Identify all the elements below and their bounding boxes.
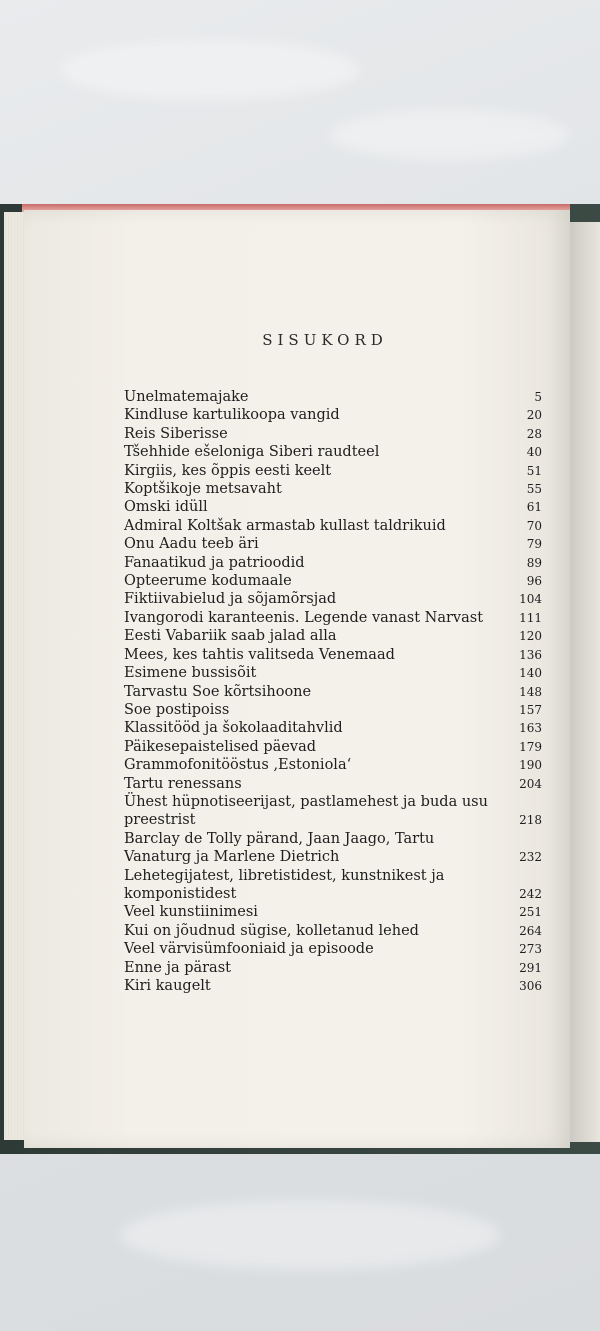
toc-entry <box>124 756 542 774</box>
toc-entry-title: Tartu renessans <box>124 775 242 792</box>
toc-entry <box>124 701 542 719</box>
toc-entry <box>124 462 542 480</box>
toc-entry-page: 28 <box>526 426 542 441</box>
toc-entry-title: Lehetegijatest, libretistidest, kunstnikest ja komponistidest <box>124 867 445 902</box>
toc-entry-title: Esimene bussisõit <box>124 665 257 682</box>
toc-entry-page: 148 <box>519 684 542 699</box>
toc-entry-title: Onu Aadu teeb äri <box>124 536 259 553</box>
toc-entry-page: 136 <box>519 647 542 662</box>
toc-entry <box>124 719 542 737</box>
toc-entry <box>124 683 542 701</box>
toc-entry <box>124 517 542 535</box>
toc-entry-title: Mees, kes tahtis valitseda Venemaad <box>124 646 395 663</box>
toc-entry-page: 218 <box>519 813 542 828</box>
toc-entry-page: 40 <box>526 445 542 460</box>
toc-entry-page: 104 <box>519 592 542 607</box>
toc-entry <box>124 554 542 572</box>
toc-entry-page: 273 <box>519 942 542 957</box>
toc-entry-page: 204 <box>519 776 542 791</box>
next-page-edge <box>566 222 600 1142</box>
toc-entry-title: Omski idüll <box>124 499 208 516</box>
toc-entry <box>124 609 542 627</box>
toc-entry-title: Reis Siberisse <box>124 425 228 442</box>
toc-entry <box>124 775 542 793</box>
toc-entry-page: 242 <box>519 886 542 901</box>
toc-entry-title: Fiktiivabielud ja sõjamõrsjad <box>124 591 337 608</box>
toc-entry-page: 5 <box>534 390 542 404</box>
toc-entry-title: Veel kunstiinimesi <box>124 904 258 921</box>
toc-entry <box>124 793 542 830</box>
toc-entry <box>124 940 542 958</box>
table-of-contents <box>124 388 542 995</box>
toc-entry-page: 251 <box>519 905 542 920</box>
toc-entry-title: Tarvastu Soe kõrtsihoone <box>124 683 312 700</box>
toc-entry <box>124 388 542 406</box>
toc-entry-title: Soe postipoiss <box>124 701 230 718</box>
toc-entry-title: Admiral Koltšak armastab kullast taldrikuid <box>124 517 446 534</box>
toc-entry-page: 70 <box>526 518 542 533</box>
toc-entry-page: 120 <box>519 629 542 644</box>
toc-entry <box>124 738 542 756</box>
toc-entry <box>124 480 542 498</box>
toc-entry <box>124 664 542 682</box>
toc-entry-page: 61 <box>526 500 542 515</box>
toc-entry-page: 55 <box>526 482 542 497</box>
toc-entry-page: 79 <box>526 537 542 552</box>
tablecloth-fold <box>60 40 360 100</box>
toc-entry-page: 140 <box>519 666 542 681</box>
toc-entry-page: 179 <box>519 739 542 754</box>
toc-entry-page: 190 <box>519 758 542 773</box>
toc-entry <box>124 590 542 608</box>
toc-entry <box>124 425 542 443</box>
toc-entry-title: Kindluse kartulikoopa vangid <box>124 407 340 424</box>
toc-entry-page: 89 <box>526 555 542 570</box>
page-title: SISUKORD <box>262 331 388 349</box>
toc-entry-title: Grammofonitööstus ‚Estoniola‘ <box>124 757 352 774</box>
toc-entry-title: Kiri kaugelt <box>124 978 211 994</box>
toc-entry-title: Barclay de Tolly pärand, Jaan Jaago, Tartu Vanaturg ja Marlene Dietrich <box>124 830 435 866</box>
toc-entry <box>124 646 542 664</box>
toc-entry <box>124 977 542 995</box>
tablecloth-fold <box>330 110 570 160</box>
toc-entry <box>124 535 542 553</box>
toc-entry-title: Veel värvisümfooniaid ja episoode <box>124 941 374 958</box>
toc-entry <box>124 867 542 904</box>
toc-entry-title: Koptšikoje metsavaht <box>124 481 282 498</box>
toc-entry-title: Opteerume kodumaale <box>124 573 292 590</box>
toc-entry-page: 306 <box>519 979 542 993</box>
toc-entry-page: 163 <box>519 721 542 736</box>
toc-entry-page: 111 <box>519 610 542 625</box>
toc-entry-page: 20 <box>526 408 542 423</box>
toc-entry-page: 157 <box>519 702 542 717</box>
toc-entry <box>124 627 542 645</box>
toc-entry-title: Enne ja pärast <box>124 959 231 976</box>
toc-entry <box>124 498 542 516</box>
toc-entry <box>124 443 542 461</box>
toc-entry-page: 264 <box>519 923 542 938</box>
toc-entry-page: 96 <box>526 574 542 589</box>
toc-entry <box>124 959 542 977</box>
toc-entry-title: Fanaatikud ja patrioodid <box>124 554 305 571</box>
toc-entry <box>124 922 542 940</box>
toc-entry <box>124 572 542 590</box>
toc-entry-title: Päikesepaistelised päevad <box>124 738 317 755</box>
toc-entry-page: 232 <box>519 850 542 865</box>
toc-entry-title: Ivangorodi karanteenis. Legende vanast Narvast <box>124 609 484 626</box>
toc-entry-title: Kirgiis, kes õppis eesti keelt <box>124 462 332 479</box>
toc-entry <box>124 406 542 424</box>
toc-entry-title: Unelmatemajake <box>124 389 249 405</box>
toc-entry-title: Eesti Vabariik saab jalad alla <box>124 628 337 645</box>
tablecloth-fold <box>120 1200 500 1270</box>
toc-entry-title: Klassitööd ja šokolaaditahvlid <box>124 720 343 737</box>
toc-entry-page: 51 <box>526 463 542 478</box>
toc-entry-page: 291 <box>519 960 542 975</box>
toc-entry <box>124 903 542 921</box>
toc-entry <box>124 830 542 867</box>
toc-entry-title: Kui on jõudnud sügise, kolletanud lehed <box>124 922 419 939</box>
toc-entry-title: Tšehhide ešeloniga Siberi raudteel <box>124 444 380 461</box>
toc-entry-title: Ühest hüpnotiseerijast, pastlamehest ja buda usu preestrist <box>124 793 488 829</box>
